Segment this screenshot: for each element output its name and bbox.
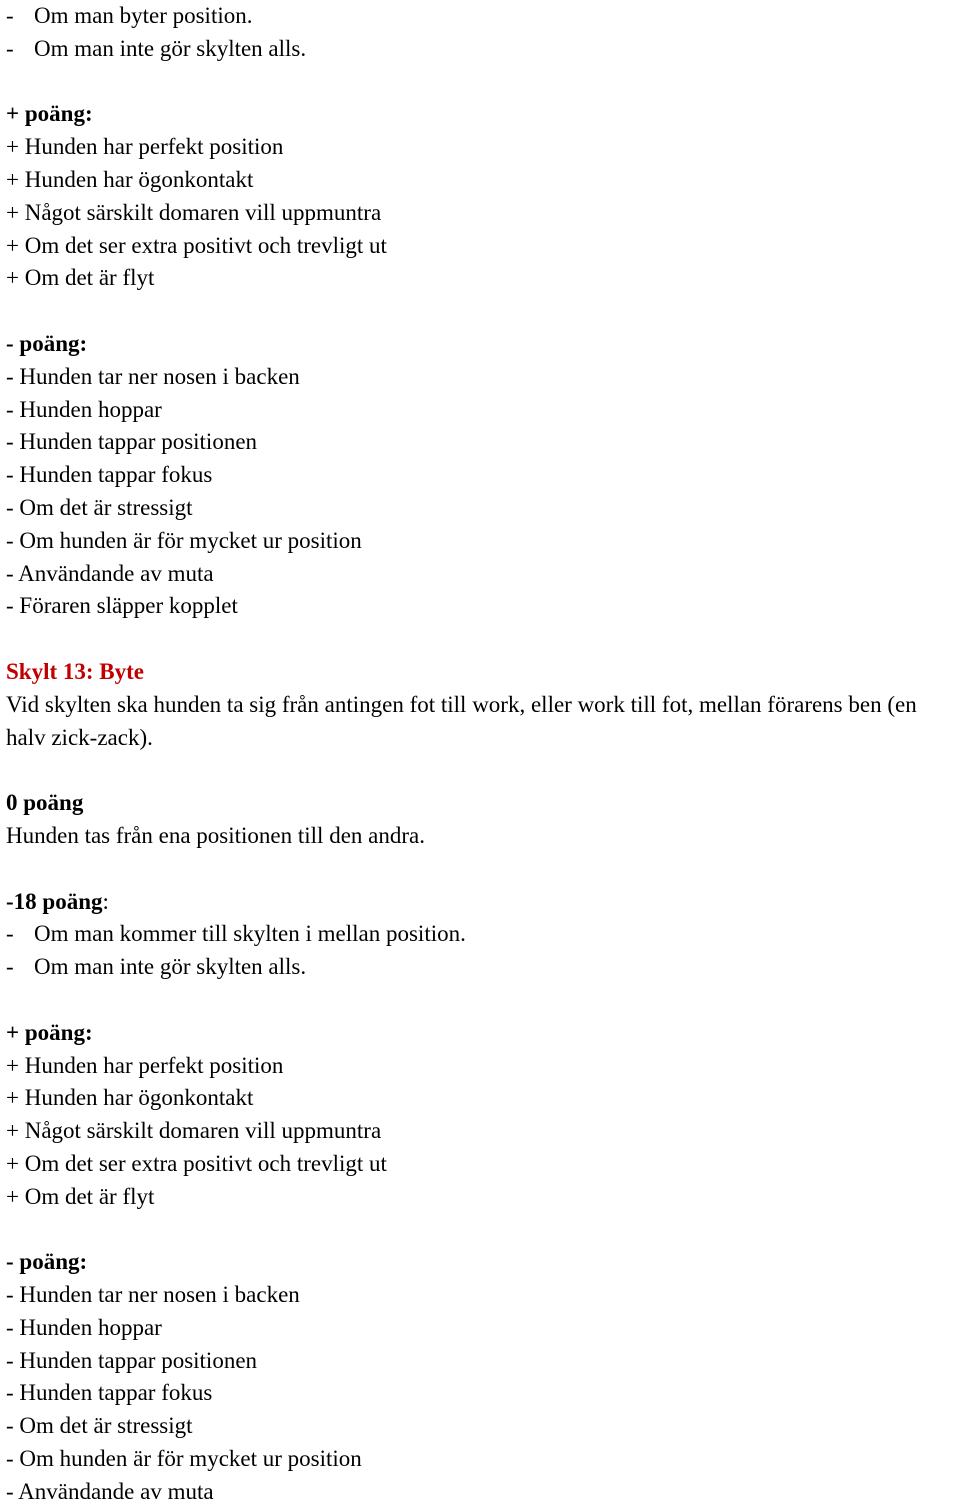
list-item: - Om det är stressigt bbox=[6, 1413, 193, 1439]
list-item: - Hunden hoppar bbox=[6, 396, 162, 422]
list-item: - Om hunden är för mycket ur position bbox=[6, 527, 362, 553]
list-item: - Hunden tappar positionen bbox=[6, 1347, 258, 1373]
plus-points-section bbox=[6, 98, 958, 295]
list-item: + Hunden har ögonkontakt bbox=[6, 1085, 254, 1111]
list-item: - Hunden tappar fokus bbox=[6, 462, 213, 488]
list-item: + Något särskilt domaren vill uppmuntra bbox=[6, 199, 382, 225]
dash-marker: - bbox=[6, 954, 14, 980]
list-item: + Om det är flyt bbox=[6, 265, 155, 291]
minus-18-heading-bold: -18 poäng bbox=[6, 888, 103, 914]
minus-points-heading: - poäng: bbox=[6, 1249, 88, 1275]
list-item: - Användande av muta bbox=[6, 1478, 214, 1504]
minus-points-heading: - poäng: bbox=[6, 330, 88, 356]
plus-points-section bbox=[6, 1017, 958, 1214]
list-item: - Om hunden är för mycket ur position bbox=[6, 1446, 362, 1472]
list-item: - Hunden tappar positionen bbox=[6, 429, 258, 455]
minus-18-heading-suffix: : bbox=[102, 888, 109, 914]
zero-points-heading: 0 poäng bbox=[6, 790, 84, 816]
dash-marker: - bbox=[6, 3, 14, 28]
sign-title: Skylt 13: Byte bbox=[6, 658, 144, 684]
document-page bbox=[6, 0, 958, 1509]
list-item bbox=[6, 0, 958, 33]
list-item-text: Om man inte gör skylten alls. bbox=[34, 954, 307, 980]
plus-points-heading: + poäng: bbox=[6, 101, 93, 127]
dash-marker: - bbox=[6, 35, 14, 61]
sign-description: Vid skylten ska hunden ta sig från antingen fot till work, eller work till fot, mellan förarens ben (en halv zick-zack). bbox=[6, 691, 917, 750]
list-item bbox=[6, 33, 958, 66]
minus-points-section bbox=[6, 328, 958, 623]
list-item bbox=[6, 951, 958, 984]
list-item bbox=[6, 918, 958, 951]
list-item: - Hunden tar ner nosen i backen bbox=[6, 363, 300, 389]
list-item-text: Om man kommer till skylten i mellan position. bbox=[34, 921, 466, 947]
top-list bbox=[6, 0, 958, 66]
minus-18-heading bbox=[6, 886, 958, 919]
list-item: - Användande av muta bbox=[6, 560, 214, 586]
dash-marker: - bbox=[6, 921, 14, 947]
list-item: - Föraren släpper kopplet bbox=[6, 593, 238, 619]
list-item: + Om det är flyt bbox=[6, 1183, 155, 1209]
list-item: - Hunden hoppar bbox=[6, 1314, 162, 1340]
minus-points-section bbox=[6, 1246, 958, 1508]
list-item: + Hunden har perfekt position bbox=[6, 134, 284, 160]
list-item: + Något särskilt domaren vill uppmuntra bbox=[6, 1118, 382, 1144]
list-item-text: Om man byter position. bbox=[34, 3, 253, 28]
sign-13-section bbox=[6, 656, 958, 984]
list-item: - Hunden tar ner nosen i backen bbox=[6, 1282, 300, 1308]
zero-points-text: Hunden tas från ena positionen till den andra. bbox=[6, 822, 425, 848]
list-item: + Om det ser extra positivt och trevligt ut bbox=[6, 232, 387, 258]
list-item: - Om det är stressigt bbox=[6, 494, 193, 520]
plus-points-heading: + poäng: bbox=[6, 1019, 93, 1045]
list-item-text: Om man inte gör skylten alls. bbox=[34, 35, 307, 61]
list-item: + Om det ser extra positivt och trevligt ut bbox=[6, 1150, 387, 1176]
list-item: - Hunden tappar fokus bbox=[6, 1380, 213, 1406]
list-item: + Hunden har perfekt position bbox=[6, 1052, 284, 1078]
list-item: + Hunden har ögonkontakt bbox=[6, 166, 254, 192]
